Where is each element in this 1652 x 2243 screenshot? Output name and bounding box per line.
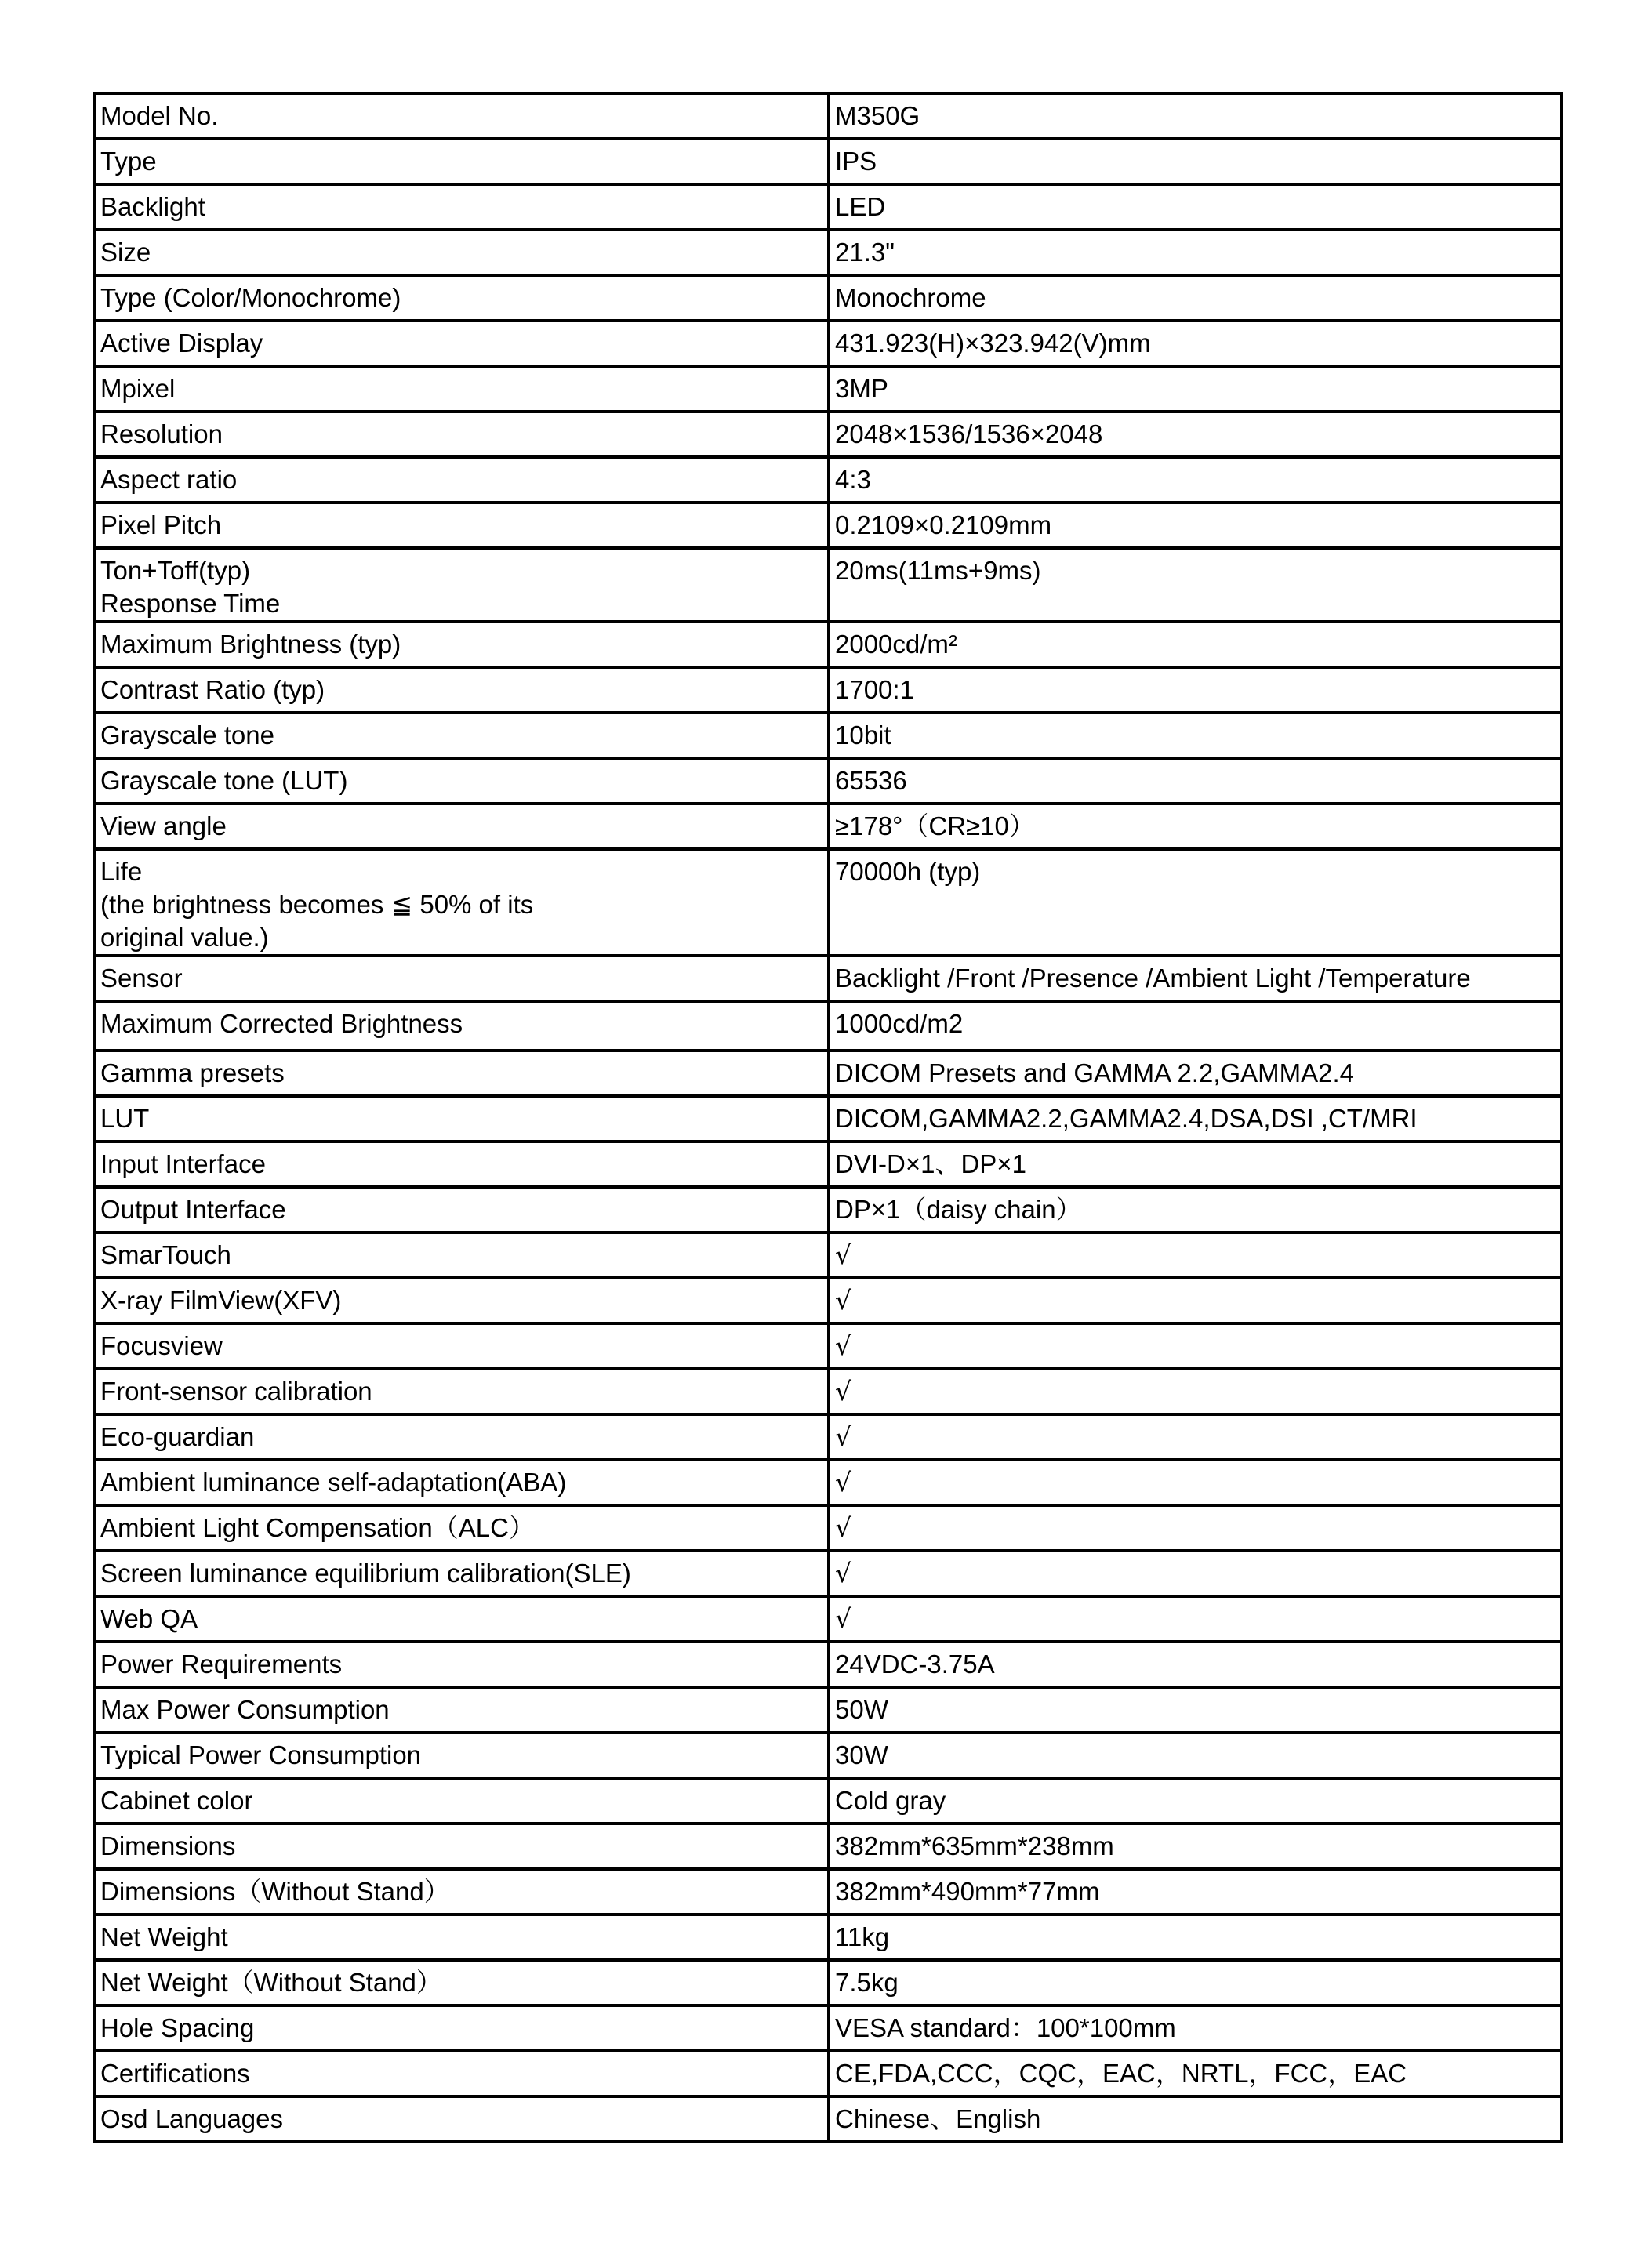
spec-row xyxy=(94,1733,1562,1778)
spec-label: Web QA xyxy=(94,1596,829,1642)
spec-value: 10bit xyxy=(829,713,1562,758)
spec-value: DICOM Presets and GAMMA 2.2,GAMMA2.4 xyxy=(829,1051,1562,1096)
spec-label: Pixel Pitch xyxy=(94,503,829,548)
spec-label: Maximum Brightness (typ) xyxy=(94,622,829,667)
spec-row xyxy=(94,548,1562,622)
spec-label: Dimensions xyxy=(94,1824,829,1869)
spec-label: Type (Color/Monochrome) xyxy=(94,275,829,321)
spec-value: √ xyxy=(829,1232,1562,1278)
spec-row xyxy=(94,1960,1562,2005)
spec-row xyxy=(94,503,1562,548)
spec-row xyxy=(94,457,1562,503)
spec-row xyxy=(94,230,1562,275)
spec-row xyxy=(94,1551,1562,1596)
spec-label: Power Requirements xyxy=(94,1642,829,1687)
spec-row xyxy=(94,1505,1562,1551)
spec-label: Max Power Consumption xyxy=(94,1687,829,1733)
spec-row xyxy=(94,1051,1562,1096)
spec-value: 21.3" xyxy=(829,230,1562,275)
spec-label: Size xyxy=(94,230,829,275)
spec-row xyxy=(94,93,1562,139)
spec-value: √ xyxy=(829,1278,1562,1323)
spec-row xyxy=(94,622,1562,667)
spec-label: Typical Power Consumption xyxy=(94,1733,829,1778)
spec-label: Backlight xyxy=(94,184,829,230)
spec-row xyxy=(94,956,1562,1001)
spec-row xyxy=(94,1414,1562,1460)
spec-value: DP×1（daisy chain） xyxy=(829,1187,1562,1232)
spec-value: Monochrome xyxy=(829,275,1562,321)
spec-row xyxy=(94,1824,1562,1869)
spec-value: √ xyxy=(829,1460,1562,1505)
spec-row xyxy=(94,1869,1562,1915)
spec-label: Dimensions（Without Stand） xyxy=(94,1869,829,1915)
spec-value: DICOM,GAMMA2.2,GAMMA2.4,DSA,DSI ,CT/MRI xyxy=(829,1096,1562,1141)
spec-row xyxy=(94,1778,1562,1824)
spec-label: Contrast Ratio (typ) xyxy=(94,667,829,713)
spec-value: 50W xyxy=(829,1687,1562,1733)
spec-row xyxy=(94,1369,1562,1414)
spec-value: 382mm*635mm*238mm xyxy=(829,1824,1562,1869)
spec-row xyxy=(94,1642,1562,1687)
spec-value: ≥178°（CR≥10） xyxy=(829,804,1562,849)
spec-label: LUT xyxy=(94,1096,829,1141)
spec-row xyxy=(94,1278,1562,1323)
spec-value: CE,FDA,CCC，CQC，EAC，NRTL，FCC，EAC xyxy=(829,2051,1562,2096)
spec-label: Maximum Corrected Brightness xyxy=(94,1001,829,1051)
spec-row xyxy=(94,1141,1562,1187)
spec-label: Life (the brightness becomes ≦ 50% of its original value.) xyxy=(94,849,829,956)
spec-label: Cabinet color xyxy=(94,1778,829,1824)
spec-row xyxy=(94,1187,1562,1232)
spec-value: 11kg xyxy=(829,1915,1562,1960)
spec-label: Eco-guardian xyxy=(94,1414,829,1460)
spec-label: Ton+Toff(typ) Response Time xyxy=(94,548,829,622)
spec-label: Output Interface xyxy=(94,1187,829,1232)
spec-value: IPS xyxy=(829,139,1562,184)
spec-value: 20ms(11ms+9ms) xyxy=(829,548,1562,622)
spec-row xyxy=(94,184,1562,230)
spec-value: Cold gray xyxy=(829,1778,1562,1824)
spec-row xyxy=(94,1915,1562,1960)
spec-value: VESA standard：100*100mm xyxy=(829,2005,1562,2051)
spec-row xyxy=(94,2051,1562,2096)
spec-value: Chinese、English xyxy=(829,2096,1562,2142)
spec-value: 2000cd/m² xyxy=(829,622,1562,667)
spec-row xyxy=(94,1001,1562,1051)
spec-value: √ xyxy=(829,1596,1562,1642)
spec-row xyxy=(94,139,1562,184)
spec-value: 382mm*490mm*77mm xyxy=(829,1869,1562,1915)
spec-value: 3MP xyxy=(829,366,1562,412)
spec-row xyxy=(94,804,1562,849)
spec-value: √ xyxy=(829,1369,1562,1414)
spec-label: Grayscale tone xyxy=(94,713,829,758)
spec-label: Front-sensor calibration xyxy=(94,1369,829,1414)
spec-label: Grayscale tone (LUT) xyxy=(94,758,829,804)
spec-label: Hole Spacing xyxy=(94,2005,829,2051)
spec-value: 1000cd/m2 xyxy=(829,1001,1562,1051)
spec-row xyxy=(94,1596,1562,1642)
spec-value: 30W xyxy=(829,1733,1562,1778)
spec-label: Net Weight（Without Stand） xyxy=(94,1960,829,2005)
spec-label: Active Display xyxy=(94,321,829,366)
spec-label: Gamma presets xyxy=(94,1051,829,1096)
spec-value: 7.5kg xyxy=(829,1960,1562,2005)
spec-value: 70000h (typ) xyxy=(829,849,1562,956)
spec-label: Sensor xyxy=(94,956,829,1001)
spec-value: 2048×1536/1536×2048 xyxy=(829,412,1562,457)
spec-label: Ambient Light Compensation（ALC） xyxy=(94,1505,829,1551)
spec-label: X-ray FilmView(XFV) xyxy=(94,1278,829,1323)
spec-row xyxy=(94,2005,1562,2051)
spec-label: Input Interface xyxy=(94,1141,829,1187)
spec-row xyxy=(94,275,1562,321)
spec-label: Certifications xyxy=(94,2051,829,2096)
spec-row xyxy=(94,1460,1562,1505)
spec-label: SmarTouch xyxy=(94,1232,829,1278)
spec-value: √ xyxy=(829,1414,1562,1460)
spec-label: Focusview xyxy=(94,1323,829,1369)
spec-value: √ xyxy=(829,1323,1562,1369)
spec-value: 24VDC-3.75A xyxy=(829,1642,1562,1687)
spec-label: Model No. xyxy=(94,93,829,139)
spec-row xyxy=(94,713,1562,758)
spec-row xyxy=(94,2096,1562,2142)
spec-value: 4:3 xyxy=(829,457,1562,503)
spec-label: Ambient luminance self-adaptation(ABA) xyxy=(94,1460,829,1505)
spec-row xyxy=(94,321,1562,366)
spec-value: 0.2109×0.2109mm xyxy=(829,503,1562,548)
spec-label: Type xyxy=(94,139,829,184)
spec-value: LED xyxy=(829,184,1562,230)
spec-value: √ xyxy=(829,1551,1562,1596)
spec-value: 1700:1 xyxy=(829,667,1562,713)
spec-value: 65536 xyxy=(829,758,1562,804)
spec-value: M350G xyxy=(829,93,1562,139)
spec-row xyxy=(94,849,1562,956)
spec-table xyxy=(93,92,1563,2143)
spec-row xyxy=(94,1687,1562,1733)
spec-label: View angle xyxy=(94,804,829,849)
spec-table-body xyxy=(94,93,1562,2142)
spec-label: Resolution xyxy=(94,412,829,457)
spec-row xyxy=(94,1096,1562,1141)
spec-value: DVI-D×1、DP×1 xyxy=(829,1141,1562,1187)
spec-label: Mpixel xyxy=(94,366,829,412)
spec-label: Net Weight xyxy=(94,1915,829,1960)
spec-row xyxy=(94,758,1562,804)
spec-row xyxy=(94,1323,1562,1369)
spec-label: Aspect ratio xyxy=(94,457,829,503)
spec-row xyxy=(94,1232,1562,1278)
spec-label: Osd Languages xyxy=(94,2096,829,2142)
spec-value: √ xyxy=(829,1505,1562,1551)
spec-label: Screen luminance equilibrium calibration(SLE) xyxy=(94,1551,829,1596)
spec-value: 431.923(H)×323.942(V)mm xyxy=(829,321,1562,366)
spec-value: Backlight /Front /Presence /Ambient Light /Temperature xyxy=(829,956,1562,1001)
spec-row xyxy=(94,667,1562,713)
spec-row xyxy=(94,412,1562,457)
spec-row xyxy=(94,366,1562,412)
